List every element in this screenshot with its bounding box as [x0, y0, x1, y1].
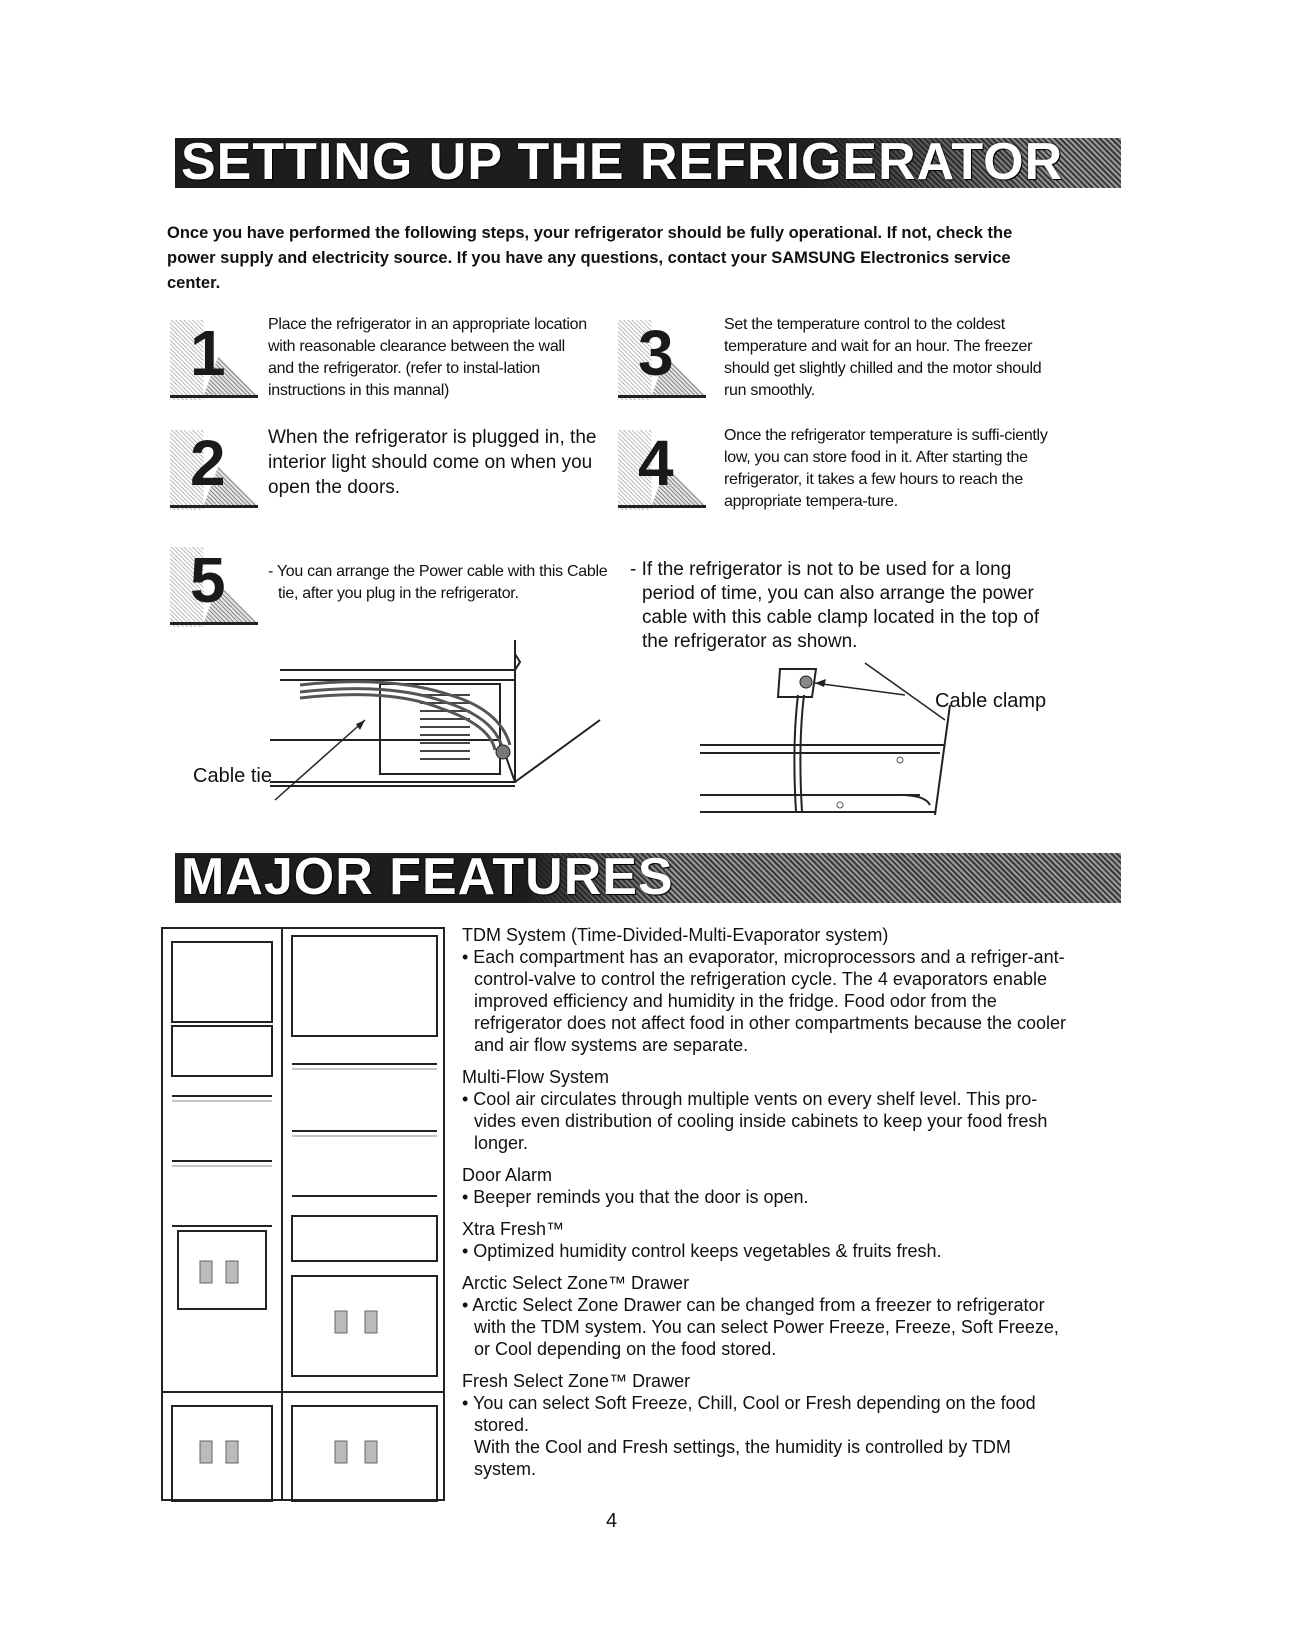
step-text-3: Set the temperature control to the coldest temperature and wait for an hour. The freezer should get slightly chilled and the motor should run smoothly.: [724, 316, 1042, 399]
intro-paragraph: Once you have performed the following steps, your refrigerator should be fully operational. If not, check the power supply and electricity source. If you have any questions, contact your SAMSUNG Electronics service center.: [167, 224, 1013, 292]
feature-title-tdm: TDM System (Time-Divided-Multi-Evaporator system): [462, 925, 889, 945]
step-text-5: - You can arrange the Power cable with this Cable tie, after you plug in the refrigerator.: [268, 563, 608, 602]
step-badge-3: 3: [618, 320, 706, 400]
step-badge-4: 4: [618, 430, 706, 510]
cable-tie-label: Cable tie: [193, 765, 272, 787]
feature-title-xtra-fresh: Xtra Fresh™: [462, 1219, 565, 1239]
cable-tie-illustration: [270, 640, 610, 805]
feature-body-door-alarm: • Beeper reminds you that the door is open.: [462, 1187, 809, 1207]
step-badge-5: 5: [170, 547, 258, 627]
feature-title-arctic: Arctic Select Zone™ Drawer: [462, 1273, 690, 1293]
feature-body-tdm: • Each compartment has an evaporator, microprocessors and a refriger-ant-control-valve to control the refrigeration cycle. The 4 evaporators enable improved efficiency and humidity in the fridge. Food odor from the refrigerator does not affect food in other compartments because the cooler and air flow systems are separate.: [462, 947, 1067, 1055]
feature-body-xtra-fresh: • Optimized humidity control keeps vegetables & fruits fresh.: [462, 1241, 942, 1261]
section-title-setup: SETTING UP THE REFRIGERATOR: [175, 138, 1063, 188]
section-title-features: MAJOR FEATURES: [175, 853, 674, 903]
features-list: [462, 924, 1072, 1480]
step-5-right-text: - If the refrigerator is not to be used for a long period of time, you can also arrange the power cable with this cable clamp located in the top of the refrigerator as shown.: [630, 559, 1040, 652]
feature-body-multiflow: • Cool air circulates through multiple vents on every shelf level. This pro-vides even distribution of cooling inside cabinets to keep your food fresh longer.: [462, 1089, 1048, 1153]
feature-body-fresh-select: • You can select Soft Freeze, Chill, Cool or Fresh depending on the food stored. With the Cool and Fresh settings, the humidity is controlled by TDM system.: [462, 1393, 1036, 1479]
cable-clamp-label: Cable clamp: [935, 690, 1047, 712]
step-badge-1: 1: [170, 320, 258, 400]
feature-body-arctic: • Arctic Select Zone Drawer can be changed from a freezer to refrigerator with the TDM system. You can select Power Freeze, Freeze, Soft Freeze, or Cool depending on the food stored.: [462, 1295, 1059, 1359]
feature-title-multiflow: Multi-Flow System: [462, 1067, 610, 1087]
feature-title-door-alarm: Door Alarm: [462, 1165, 553, 1185]
step-text-4: Once the refrigerator temperature is suffi-ciently low, you can store food in it. After starting the refrigerator, it takes a few hours to reach the appropriate tempera-ture.: [724, 427, 1048, 510]
page-number: 4: [606, 1510, 618, 1532]
cable-clamp-illustration: [700, 655, 970, 815]
feature-title-fresh-select: Fresh Select Zone™ Drawer: [462, 1371, 691, 1391]
section-banner-features: [175, 853, 1121, 903]
section-banner-setup: [175, 138, 1121, 188]
step-text-1: Place the refrigerator in an appropriate location with reasonable clearance between the wall and the refrigerator. (refer to instal-lation instructions in this mannal): [268, 316, 587, 399]
refrigerator-illustration: [160, 926, 448, 1504]
step-badge-2: 2: [170, 430, 258, 510]
step-text-2: When the refrigerator is plugged in, the interior light should come on when you open the doors.: [268, 427, 597, 498]
